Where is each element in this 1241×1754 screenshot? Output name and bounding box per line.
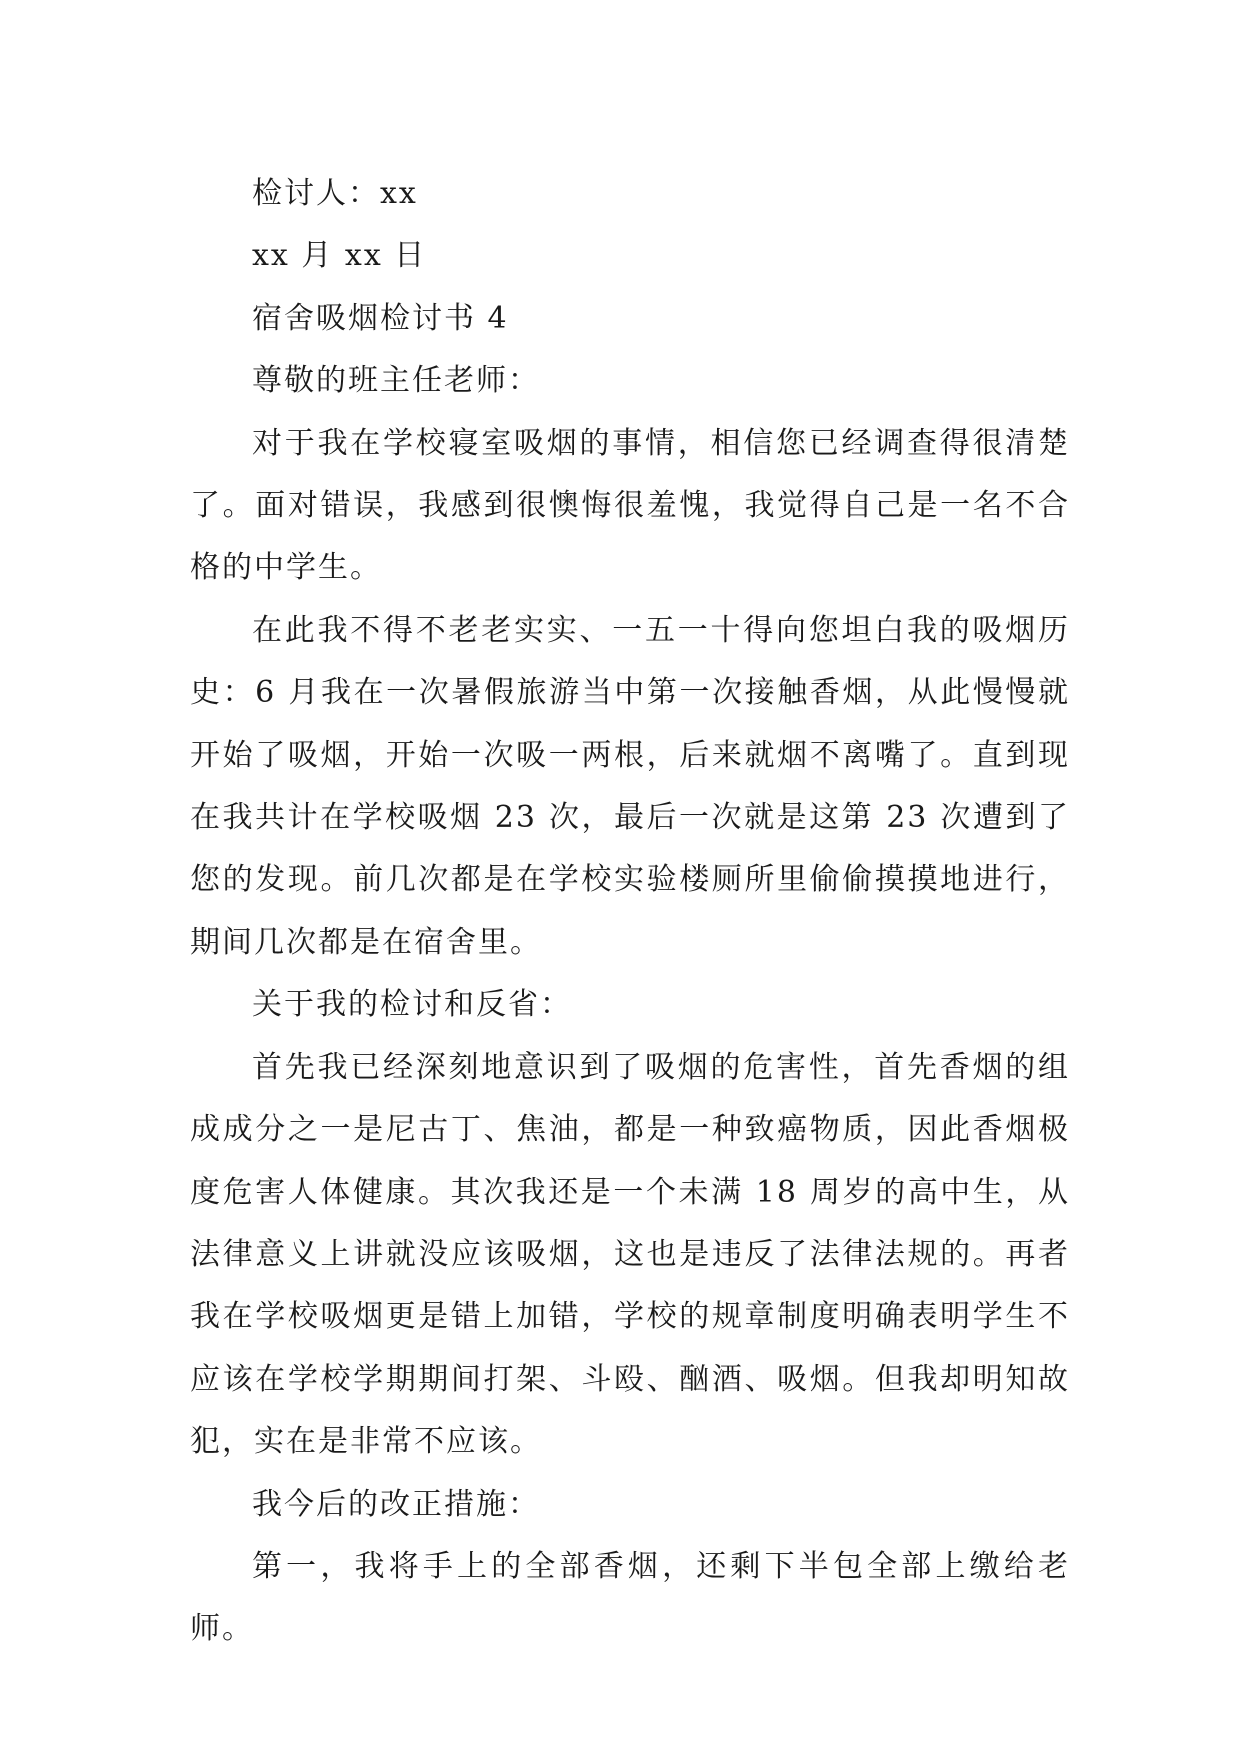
- salutation: 尊敬的班主任老师：: [252, 363, 540, 399]
- date-line: xx 月 xx 日: [252, 238, 427, 274]
- measures-heading: 我今后的改正措施：: [252, 1486, 540, 1522]
- paragraph-measure-1: 第一，我将手上的全部香烟，还剩下半包全部上缴给老师。: [190, 1548, 1070, 1647]
- section-title: 宿舍吸烟检讨书 4: [252, 300, 509, 336]
- paragraph-reflection: 首先我已经深刻地意识到了吸烟的危害性，首先香烟的组成成分之一是尼古丁、焦油，都是一种致癌物质，因此香烟极度危害人体健康。其次我还是一个未满 18 周岁的高中生，从法律意义上讲就没应该吸烟，这也是违反了法律法规的。再者我在学校吸烟更是错上加错，学校的规章制度明确表明学生不应该在学校学期期间打架、斗殴、酗酒、吸烟。但我却明知故犯，实在是非常不应该。: [190, 1049, 1070, 1460]
- document-body: [190, 163, 1070, 1661]
- paragraph-intro: 对于我在学校寝室吸烟的事情，相信您已经调查得很清楚了。面对错误，我感到很懊悔很羞愧，我觉得自己是一名不合格的中学生。: [190, 425, 1070, 586]
- signature-line: 检讨人：xx: [252, 176, 418, 211]
- reflection-heading: 关于我的检讨和反省：: [252, 987, 572, 1023]
- paragraph-history: 在此我不得不老老实实、一五一十得向您坦白我的吸烟历史：6 月我在一次暑假旅游当中第一次接触香烟，从此慢慢就开始了吸烟，开始一次吸一两根，后来就烟不离嘴了。直到现在我共计在学校吸烟 23 次，最后一次就是这第 23 次遭到了您的发现。前几次都是在学校实验楼厕所里偷偷摸摸地进行，期间几次都是在宿舍里。: [190, 612, 1070, 960]
